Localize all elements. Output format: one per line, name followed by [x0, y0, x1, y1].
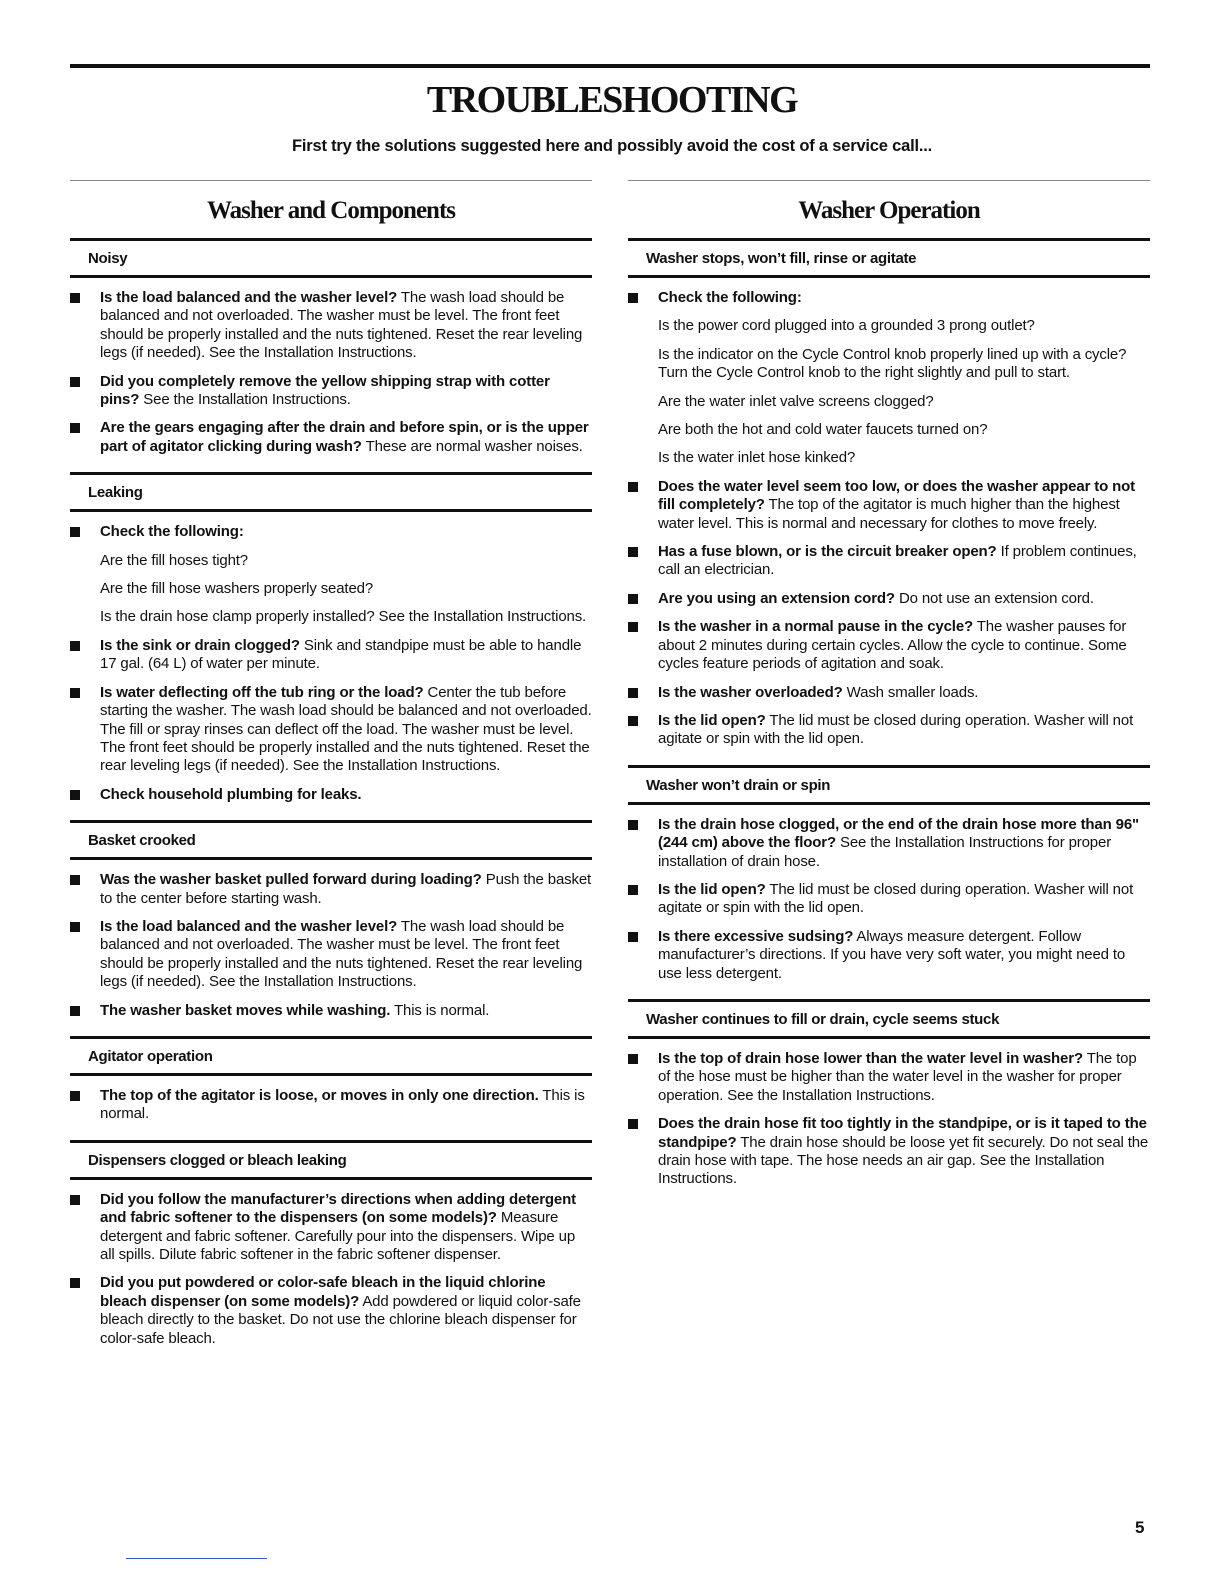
item-text — [100, 289, 592, 363]
square-bullet-icon — [70, 922, 80, 932]
square-bullet-icon — [628, 547, 638, 557]
troubleshooting-section — [628, 238, 1150, 749]
footer-link-underline — [126, 1558, 267, 1559]
check-item: Are the fill hose washers properly seated? — [100, 580, 374, 598]
problem-item — [70, 918, 592, 992]
problem-question: The top of the agitator is loose, or moves in only one direction. — [100, 1086, 539, 1104]
item-text — [658, 289, 1150, 307]
troubleshooting-section — [70, 238, 592, 456]
problem-answer: See the Installation Instructions. — [139, 391, 351, 409]
section-heading: Washer stops, won’t fill, rinse or agitate — [628, 238, 1150, 278]
problem-answer: Add powdered or liquid color-safe bleach directly to the basket. Do not use the chlorine bleach dispenser for color-safe bleach. — [100, 1292, 581, 1347]
check-item: Are the fill hoses tight? — [100, 551, 249, 569]
problem-item — [628, 590, 1150, 608]
problem-question: The washer basket moves while washing. — [100, 1001, 391, 1019]
item-text — [100, 684, 592, 776]
problem-question: Are the gears engaging after the drain and before spin, or is the upper part of agitator clicking during wash? — [100, 419, 589, 455]
column-title: Washer Operation — [798, 197, 980, 224]
problem-list — [70, 1191, 592, 1348]
item-text — [100, 419, 592, 456]
square-bullet-icon — [628, 716, 638, 726]
problem-item — [70, 1191, 592, 1265]
problem-item — [70, 637, 592, 674]
problem-question: Check household plumbing for leaks. — [100, 785, 362, 803]
section-heading: Washer continues to fill or drain, cycle seems stuck — [628, 999, 1150, 1039]
item-text — [658, 712, 1150, 749]
problem-answer: Wash smaller loads. — [842, 683, 979, 701]
section-heading: Leaking — [70, 472, 592, 512]
item-text — [100, 523, 592, 541]
problem-answer: These are normal washer noises. — [361, 437, 583, 455]
problem-answer: The lid must be closed during operation. Washer will not agitate or spin with the lid open. — [658, 880, 1134, 917]
section-heading: Basket crooked — [70, 820, 592, 860]
square-bullet-icon — [70, 688, 80, 698]
column-washer-and-components — [70, 180, 592, 1358]
troubleshooting-section — [628, 999, 1150, 1189]
square-bullet-icon — [628, 293, 638, 303]
problem-item — [628, 543, 1150, 580]
problem-answer: Center the tub before starting the washer. The wash load should be balanced and not overloaded. The fill or spray rinses can deflect off the load. The washer must be level. The front feet should be properly installed and the nuts tightened. Reset the rear leveling legs (if needed). See the Installation Instructions. — [100, 683, 592, 775]
problem-item — [70, 523, 592, 627]
troubleshooting-section — [70, 1036, 592, 1124]
square-bullet-icon — [628, 820, 638, 830]
problem-answer: The top of the hose must be higher than the water level in the washer for proper operation. See the Installation Instructions. — [658, 1049, 1137, 1104]
problem-answer: Sink and standpipe must be able to handle 17 gal. (64 L) of water per minute. — [100, 636, 582, 673]
square-bullet-icon — [628, 622, 638, 632]
problem-item — [70, 871, 592, 908]
column-rule — [628, 180, 1150, 181]
item-text — [658, 684, 1150, 702]
problem-question: Is there excessive sudsing? — [658, 927, 854, 945]
troubleshooting-section — [628, 765, 1150, 983]
item-text — [658, 618, 1150, 673]
section-heading: Agitator operation — [70, 1036, 592, 1076]
square-bullet-icon — [628, 1054, 638, 1064]
problem-question: Did you completely remove the yellow shipping strap with cotter pins? — [100, 372, 550, 409]
square-bullet-icon — [70, 527, 80, 537]
problem-item — [628, 618, 1150, 673]
item-text — [100, 1274, 592, 1348]
problem-list — [70, 871, 592, 1020]
item-text — [658, 928, 1150, 983]
problem-answer: Measure detergent and fabric softener. Carefully pour into the dispensers. Wipe up all spills. Dilute fabric softener in the fabric softener dispenser. — [100, 1209, 576, 1263]
problem-question: Is the top of drain hose lower than the water level in washer? — [658, 1049, 1083, 1067]
problem-question: Was the washer basket pulled forward during loading? — [100, 871, 482, 889]
sections-list — [70, 238, 592, 1348]
page-title: TROUBLESHOOTING — [426, 79, 798, 121]
problem-answer: Push the basket to the center before starting wash. — [100, 871, 592, 907]
square-bullet-icon — [70, 790, 80, 800]
problem-item — [70, 786, 592, 804]
check-item: Are both the hot and cold water faucets turned on? — [658, 421, 988, 439]
problem-question: Did you follow the manufacturer’s directions when adding detergent and fabric softener to the dispensers (on some models)? — [100, 1190, 576, 1227]
item-text — [658, 478, 1150, 533]
problem-answer: The top of the agitator is much higher than the highest water level. This is normal and necessary for clothes to move freely. — [658, 496, 1120, 532]
problem-item — [70, 1002, 592, 1020]
square-bullet-icon — [628, 1119, 638, 1129]
item-text — [658, 881, 1150, 918]
item-text — [100, 1191, 592, 1265]
problem-item — [628, 881, 1150, 918]
item-text — [658, 816, 1150, 871]
problem-answer: Always measure detergent. Follow manufacturer’s directions. If you have very soft water, you might need to use less detergent. — [658, 927, 1126, 982]
problem-answer: Do not use an extension cord. — [894, 589, 1094, 607]
problem-question: Is the load balanced and the washer level? — [100, 917, 398, 935]
troubleshooting-section — [70, 472, 592, 804]
problem-question: Is the washer overloaded? — [658, 683, 843, 701]
problem-item — [628, 1115, 1150, 1189]
problem-answer: If problem continues, call an electrician. — [658, 543, 1137, 579]
square-bullet-icon — [628, 932, 638, 942]
troubleshooting-section — [70, 1140, 592, 1348]
item-text — [658, 1115, 1150, 1189]
problem-list — [628, 816, 1150, 983]
problem-item — [628, 684, 1150, 702]
section-heading: Dispensers clogged or bleach leaking — [70, 1140, 592, 1180]
problem-question: Is the lid open? — [658, 711, 766, 729]
problem-list — [70, 523, 592, 804]
problem-item — [628, 928, 1150, 983]
problem-question: Did you put powdered or color-safe bleach in the liquid chlorine bleach dispenser (on some models)? — [100, 1274, 546, 1310]
problem-answer: This is normal. — [390, 1001, 490, 1019]
square-bullet-icon — [628, 885, 638, 895]
problem-list — [628, 1050, 1150, 1189]
square-bullet-icon — [70, 377, 80, 387]
square-bullet-icon — [70, 1091, 80, 1101]
problem-item — [70, 1087, 592, 1124]
problem-item — [628, 1050, 1150, 1105]
item-text — [100, 637, 592, 674]
square-bullet-icon — [628, 594, 638, 604]
problem-answer: The lid must be closed during operation. Washer will not agitate or spin with the lid open. — [658, 711, 1134, 748]
problem-answer: See the Installation Instructions for proper installation of drain hose. — [658, 834, 1112, 870]
problem-item — [628, 712, 1150, 749]
item-text — [100, 918, 592, 992]
item-text — [100, 373, 592, 410]
problem-question: Is the washer in a normal pause in the cycle? — [658, 618, 974, 636]
square-bullet-icon — [70, 641, 80, 651]
top-rule — [70, 64, 1150, 68]
section-heading: Noisy — [70, 238, 592, 278]
page-subtitle: First try the solutions suggested here and possibly avoid the cost of a service call... — [291, 137, 933, 155]
problem-question: Is the drain hose clogged, or the end of the drain hose more than 96" (244 cm) above the floor? — [658, 815, 1140, 852]
item-text — [100, 871, 592, 908]
problem-question: Are you using an extension cord? — [658, 589, 895, 607]
section-heading: Washer won’t drain or spin — [628, 765, 1150, 805]
problem-question: Is the sink or drain clogged? — [100, 636, 300, 654]
square-bullet-icon — [70, 1195, 80, 1205]
problem-item — [628, 478, 1150, 533]
square-bullet-icon — [70, 293, 80, 303]
troubleshooting-section — [70, 820, 592, 1020]
square-bullet-icon — [70, 423, 80, 433]
problem-question: Check the following: — [658, 289, 802, 306]
problem-answer: The wash load should be balanced and not overloaded. The washer must be level. The front feet should be properly installed and the nuts tightened. Reset the rear leveling legs (if needed). See the Installation Instructions. — [100, 917, 583, 991]
problem-question: Check the following: — [100, 523, 244, 541]
item-text — [100, 1002, 592, 1020]
problem-item — [70, 289, 592, 363]
sections-list — [628, 238, 1150, 1189]
problem-question: Does the drain hose fit too tightly in the standpipe, or is it taped to the standpipe? — [658, 1115, 1147, 1151]
page-number: 5 — [1135, 1518, 1145, 1537]
check-item: Is the power cord plugged into a grounded 3 prong outlet? — [658, 317, 1035, 335]
column-title: Washer and Components — [206, 197, 456, 224]
square-bullet-icon — [70, 875, 80, 885]
check-item: Is the drain hose clamp properly installed? See the Installation Instructions. — [100, 608, 587, 626]
problem-list — [70, 289, 592, 456]
square-bullet-icon — [628, 482, 638, 492]
check-item: Is the water inlet hose kinked? — [658, 449, 856, 467]
square-bullet-icon — [70, 1278, 80, 1288]
item-text — [100, 786, 592, 804]
column-washer-operation — [628, 180, 1150, 1199]
problem-item — [628, 816, 1150, 871]
problem-question: Is the load balanced and the washer level? — [100, 289, 398, 306]
check-item: Are the water inlet valve screens clogged? — [658, 392, 934, 410]
problem-answer: This is normal. — [100, 1086, 585, 1123]
problem-answer: The wash load should be balanced and not overloaded. The washer must be level. The front feet should be properly installed and the nuts tightened. Reset the rear leveling legs (if needed). See the Installation Instructions. — [100, 289, 583, 362]
item-text — [658, 1050, 1150, 1105]
problem-item — [70, 373, 592, 410]
item-text — [658, 590, 1150, 608]
problem-list — [70, 1087, 592, 1124]
item-text — [100, 1087, 592, 1124]
problem-item — [70, 1274, 592, 1348]
square-bullet-icon — [70, 1006, 80, 1016]
check-item: Is the indicator on the Cycle Control knob properly lined up with a cycle? Turn the Cycle Control knob to the right slightly and pull to start. — [658, 345, 1127, 382]
problem-item — [70, 684, 592, 776]
problem-question: Is the lid open? — [658, 880, 766, 898]
square-bullet-icon — [628, 688, 638, 698]
problem-question: Is water deflecting off the tub ring or the load? — [100, 683, 424, 701]
problem-item — [628, 289, 1150, 468]
problem-item — [70, 419, 592, 456]
problem-answer: The washer pauses for about 2 minutes during certain cycles. Allow the cycle to continue. Some cycles feature periods of agitation and soak. — [658, 618, 1127, 673]
problem-list — [628, 289, 1150, 749]
problem-answer: The drain hose should be loose yet fit securely. Do not seal the drain hose with tape. The hose needs an air gap. See the Installation Instructions. — [658, 1133, 1149, 1188]
problem-question: Has a fuse blown, or is the circuit breaker open? — [658, 543, 997, 561]
problem-question: Does the water level seem too low, or does the washer appear to not fill completely? — [658, 477, 1136, 514]
column-rule — [70, 180, 592, 181]
item-text — [658, 543, 1150, 580]
